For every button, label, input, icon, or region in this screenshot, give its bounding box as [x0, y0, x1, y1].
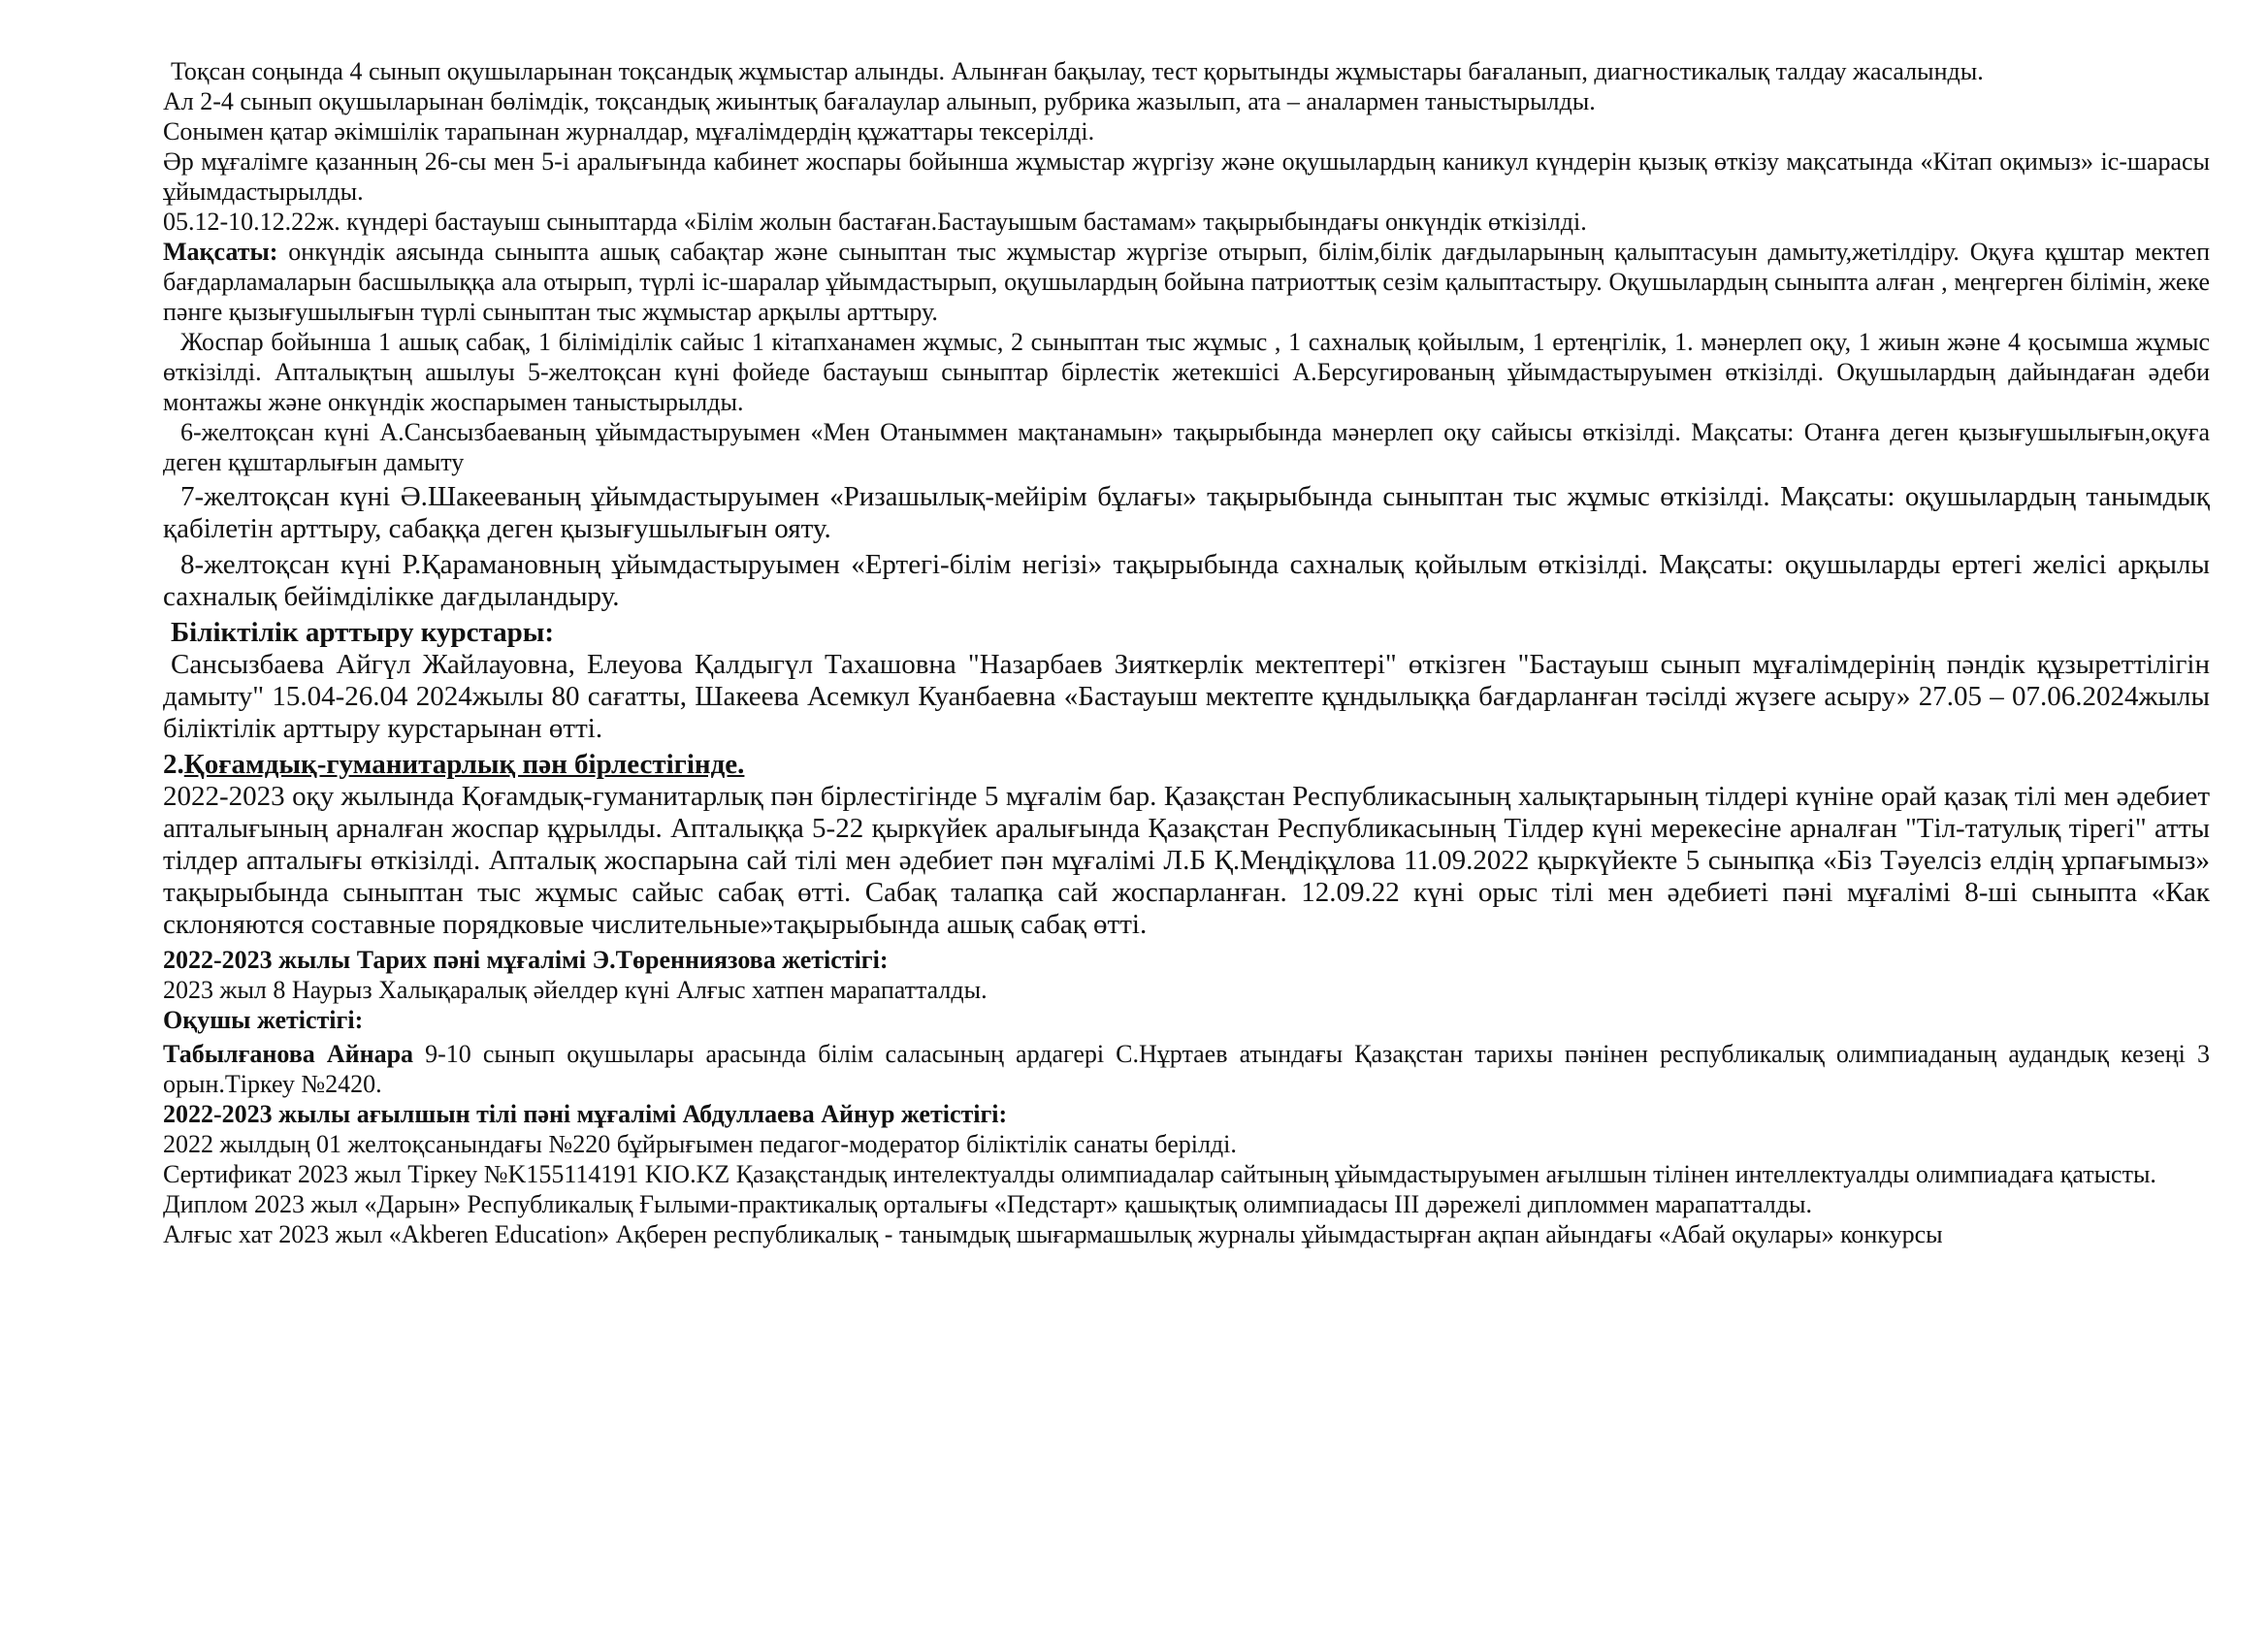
document-page: [163, 56, 2210, 1249]
section-title: Қоғамдық-гуманитарлық пән бірлестігінде.: [183, 749, 745, 780]
student-name: Табылғанова Айнара: [163, 1040, 414, 1068]
student-achievement: 9-10 сынып оқушылары арасында білім саласының ардагері С.Нұртаев атындағы Қазақстан тарихы пәнінен республикалық олимпиаданың аудандық кезеңі 3 орын.Тіркеу №2420.: [163, 1040, 2210, 1098]
paragraph: Сонымен қатар әкімшілік тарапынан журналдар, мұғалімдердің құжаттары тексерілді.: [163, 117, 1095, 146]
goal-label: Мақсаты:: [163, 238, 278, 266]
paragraph: Әр мұғалімге қазанның 26-сы мен 5-і аралығында кабинет жоспары бойынша жұмыстар жүргізу және оқушылардың каникул күндерін қызық өткізу мақсатында «Кітап оқимыз» іс-шарасы ұйымдастырылды.: [163, 147, 2210, 206]
paragraph: Сансызбаева Айгүл Жайлауовна, Елеуова Қалдыгүл Тахашовна "Назарбаев Зияткерлік мектептері" өткізген "Бастауыш сынып мұғалімдерінің пәндік құзыреттілігін дамыту" 15.04-26.04 2024жылы 80 сағатты, Шакеева Асемкул Куанбаевна «Бастауыш мектепте құндылыққа бағдарланған тәсілді жүзеге асыру» 27.05 – 07.06.2024жылы біліктілік арттыру курстарынан өтті.: [163, 649, 2210, 744]
paragraph: 2022 жылдың 01 желтоқсанындағы №220 бұйрығымен педагог-модератор біліктілік санаты берілді.: [163, 1130, 1237, 1158]
paragraph: [163, 1039, 2210, 1099]
section-heading: 2022-2023 жылы Тарих пәні мұғалімі Э.Төренниязова жетістігі:: [163, 946, 889, 974]
paragraph: 7-желтоқсан күні Ә.Шакееваның ұйымдастыруымен «Ризашылық-мейірім бұлағы» тақырыбында сыныптан тыс жұмыс өткізілді. Мақсаты: оқушылардың танымдық қабілетін арттыру, сабаққа деген қызығушылығын ояту.: [163, 481, 2210, 544]
section-heading: Біліктілік арттыру курстары:: [171, 617, 555, 648]
paragraph: Ал 2-4 сынып оқушыларынан бөлімдік, тоқсандық жиынтық бағалаулар алынып, рубрика жазылып, ата – аналармен таныстырылды.: [163, 87, 1596, 115]
paragraph: Диплом 2023 жыл «Дарын» Республикалық Ғылыми-практикалық орталығы «Педстарт» қашықтық олимпиадасы ІІІ дәрежелі дипломмен марапатталды.: [163, 1190, 1812, 1218]
paragraph-goal: [163, 237, 2210, 327]
paragraph: Тоқсан соңында 4 сынып оқушыларынан тоқсандық жұмыстар алынды. Алынған бақылау, тест қорытынды жұмыстары бағаланып, диагностикалық талдау жасалынды.: [171, 57, 1984, 85]
paragraph: 8-желтоқсан күні Р.Қарамановның ұйымдастыруымен «Ертегі-білім негізі» тақырыбында сахналық қойылым өткізілді. Мақсаты: оқушыларды ертегі желісі арқылы сахналық бейімділікке дағдыландыру.: [163, 549, 2210, 612]
paragraph: 2023 жыл 8 Наурыз Халықаралық әйелдер күні Алғыс хатпен марапатталды.: [163, 976, 988, 1004]
paragraph: Жоспар бойынша 1 ашық сабақ, 1 біліміділік сайыс 1 кітапханамен жұмыс, 2 сыныптан тыс жұмыс , 1 сахналық қойылым, 1 ертеңгілік, 1. мәнерлеп оқу, 1 жиын және 4 қосымша жұмыс өткізілді. Апталықтың ашылуы 5-желтоқсан күні фойеде бастауыш сыныптар бірлестік жетекшісі А.Берсугированың ұйымдастыруымен өткізілді. Оқушылардың дайындаған әдеби монтажы және онкүндік жоспарымен таныстырылды.: [163, 328, 2210, 416]
paragraph: 2022-2023 оқу жылында Қоғамдық-гуманитарлық пән бірлестігінде 5 мұғалім бар. Қазақстан Республикасының халықтарының тілдері күніне орай қазақ тілі мен әдебиет апталығының арналған жоспар құрылды. Апталыққа 5-22 қыркүйек аралығында Қазақстан Республикасының Тілдер күні мерекесіне арналған "Тіл-татулық тірегі" атты тілдер апталығы өткізілді. Апталық жоспарына сай тілі мен әдебиет пән мұғалімі Л.Б Қ.Меңдіқұлова 11.09.2022 қыркүйекте 5 сыныпқа «Біз Тәуелсіз елдің ұрпағымыз» тақырыбында сыныптан тыс жұмыс сайыс сабақ өтті. Сабақ талапқа сай жоспарланған. 12.09.22 күні орыс тілі мен әдебиеті пәні мұғалімі 8-ші сыныпта «Как склоняются составные порядковые числительные»тақырыбында ашық сабақ өтті.: [163, 781, 2210, 940]
paragraph: Сертификат 2023 жыл Тіркеу №K155114191 KIO.KZ Қазақстандық интелектуалды олимпиадалар сайтының ұйымдастыруымен ағылшын тілінен интеллектуалды олимпиадаға қатысты.: [163, 1160, 2156, 1188]
section-heading: 2022-2023 жылы ағылшын тілі пәні мұғалімі Абдуллаева Айнур жетістігі:: [163, 1100, 1008, 1128]
paragraph: Алғыс хат 2023 жыл «Akberen Education» Ақберен республикалық - танымдық шығармашылық журналы ұйымдастырған ақпан айындағы «Абай оқулары» конкурсы: [163, 1220, 1943, 1248]
paragraph: 6-желтоқсан күні А.Сансызбаеваның ұйымдастыруымен «Мен Отаныммен мақтанамын» тақырыбында мәнерлеп оқу сайысы өткізілді. Мақсаты: Отанға деген қызығушылығын,оқуға деген құштарлығын дамыту: [163, 418, 2210, 476]
goal-text: онкүндік аясында сыныпта ашық сабақтар және сыныптан тыс жұмыстар жүргізе отырып, білім,білік дағдыларының қалыптасуын дамыту,жетілдіру. Оқуға құштар мектеп бағдарламаларын басшылыққа ала отырып, түрлі іс-шаралар ұйымдастырып, оқушылардың бойына патриоттық сезім қалыптастыру. Оқушылардың сыныпта алған , меңгерген білімін, жеке пәнге қызығушылығын түрлі сыныптан тыс жұмыстар арқылы арттыру.: [163, 238, 2210, 326]
section-number: 2.: [163, 749, 184, 780]
section-heading: [163, 749, 2210, 781]
paragraph: 05.12-10.12.22ж. күндері бастауыш сыныптарда «Білім жолын бастаған.Бастауышым бастамам» тақырыбындағы онкүндік өткізілді.: [163, 208, 1587, 236]
section-heading: Оқушы жетістігі:: [163, 1006, 364, 1034]
